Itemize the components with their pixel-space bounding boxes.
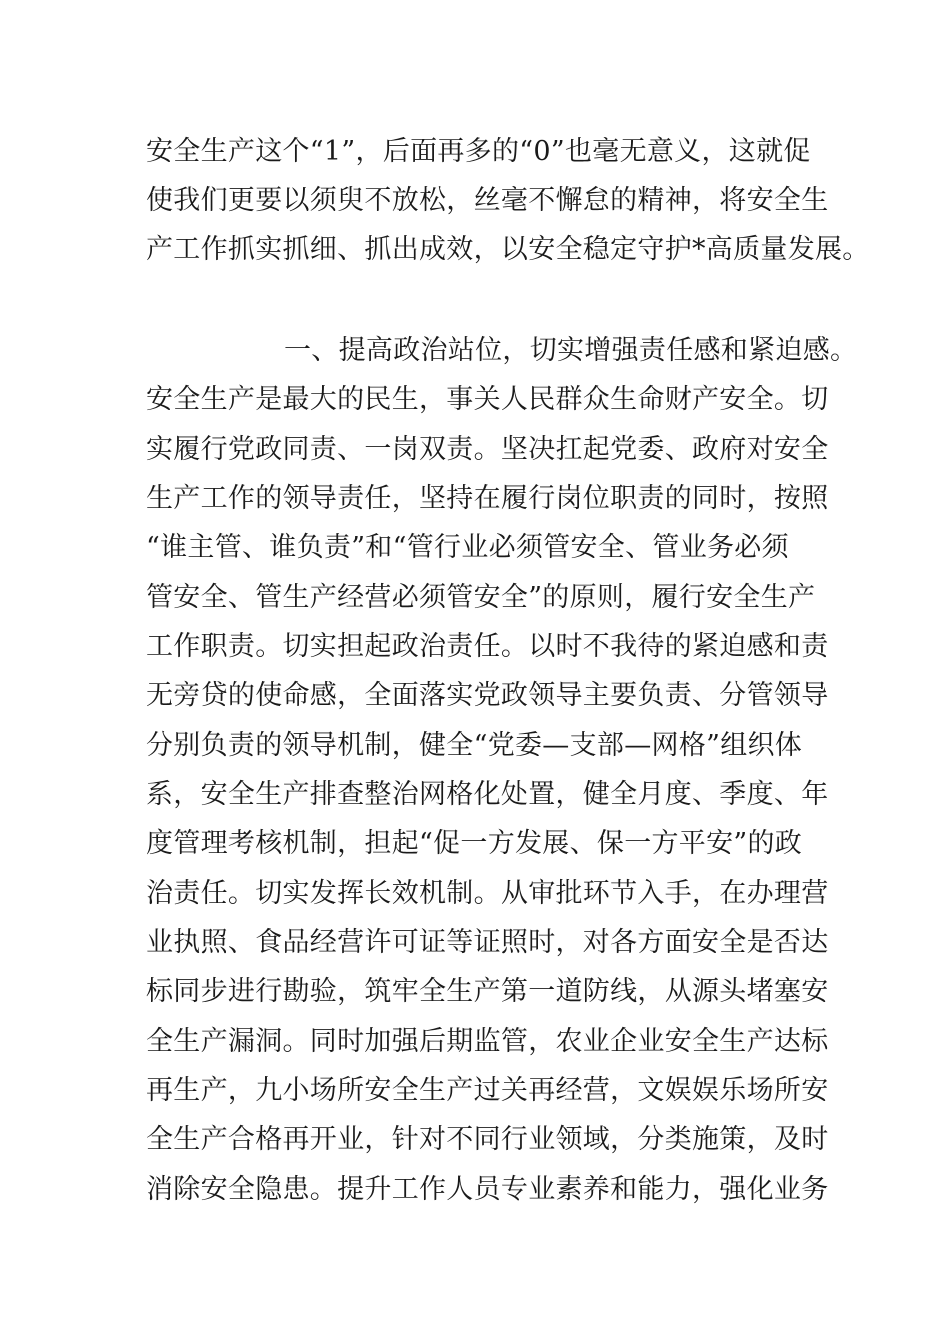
body-line: “谁主管、谁负责”和“管行业必须管安全、管业务必须: [146, 532, 789, 563]
body-line: 再生产，九小场所安全生产过关再经营，文娱娱乐场所安: [146, 1075, 829, 1106]
body-line: 业执照、食品经营许可证等证照时，对各方面安全是否达: [146, 927, 829, 958]
body-line: 全生产合格再开业，针对不同行业领域，分类施策，及时: [146, 1124, 829, 1155]
body-line: 安全生产是最大的民生，事关人民群众生命财产安全。切: [146, 384, 829, 415]
body-line: 标同步进行勘验，筑牢全生产第一道防线，从源头堵塞安: [146, 976, 829, 1007]
section-heading: 一、提高政治站位，切实增强责任感和紧迫感。: [284, 335, 858, 366]
body-line: 管安全、管生产经营必须管安全”的原则，履行安全生产: [146, 582, 816, 613]
body-line: 工作职责。切实担起政治责任。以时不我待的紧迫感和责: [146, 631, 829, 662]
body-line: 全生产漏洞。同时加强后期监管，农业企业安全生产达标: [146, 1026, 829, 1057]
body-line: 无旁贷的使命感，全面落实党政领导主要负责、分管领导: [146, 680, 829, 711]
body-line: 系，安全生产排查整治网格化处置，健全月度、季度、年: [146, 779, 829, 810]
body-line: 治责任。切实发挥长效机制。从审批环节入手，在办理营: [146, 878, 829, 909]
body-line: 分别负责的领导机制，健全“党委—支部—网格”组织体: [146, 730, 803, 761]
intro-line: 产工作抓实抓细、抓出成效，以安全稳定守护*高质量发展。: [146, 234, 870, 265]
body-line: 消除安全隐患。提升工作人员专业素养和能力，强化业务: [146, 1174, 829, 1205]
intro-line: 使我们更要以须臾不放松，丝毫不懈怠的精神，将安全生: [146, 185, 829, 216]
body-line: 度管理考核机制，担起“促一方发展、保一方平安”的政: [146, 828, 803, 859]
body-line: 实履行党政同责、一岗双责。坚决扛起党委、政府对安全: [146, 434, 829, 465]
intro-line: 安全生产这个“1”，后面再多的“0”也毫无意义，这就促: [146, 136, 811, 167]
body-line: 生产工作的领导责任，坚持在履行岗位职责的同时，按照: [146, 483, 829, 514]
